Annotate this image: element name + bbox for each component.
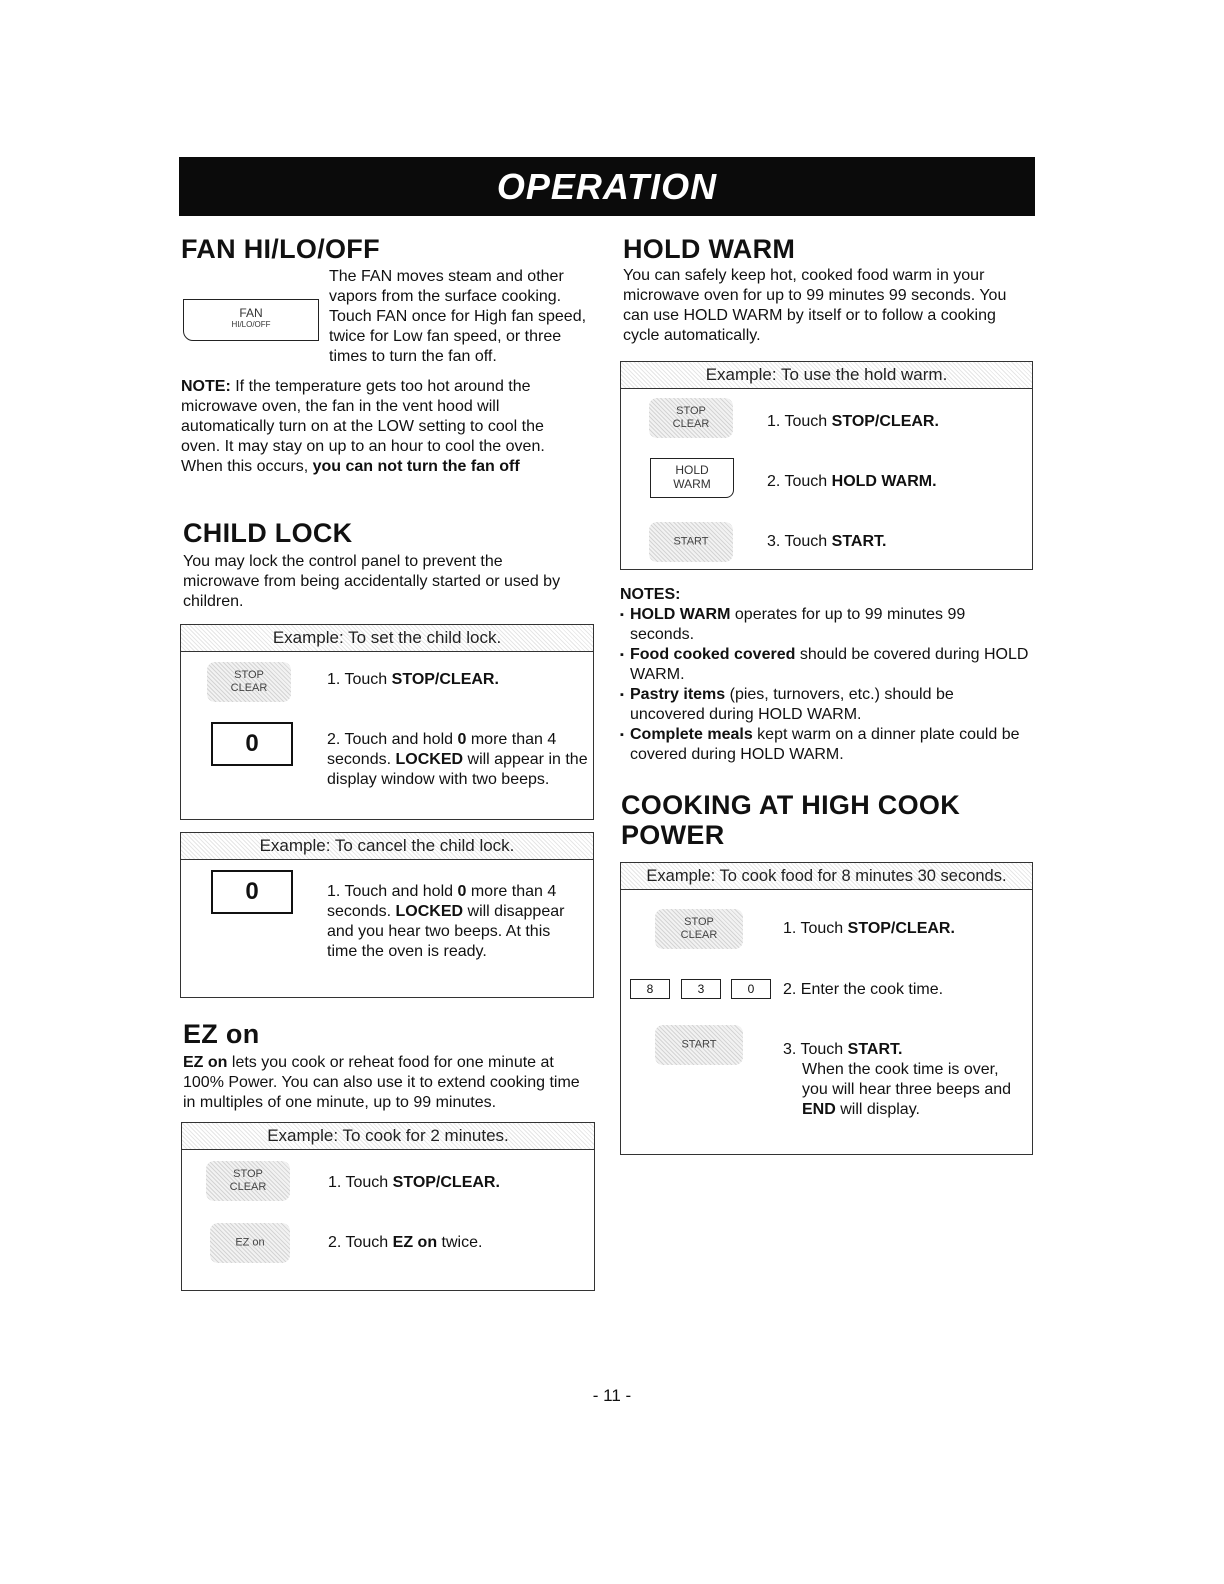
fan-note-label: NOTE: xyxy=(181,378,231,395)
fan-note-text: If the temperature gets too hot around the microwave oven, the fan in the vent hood will automatically turn on at the LOW setting to cool the oven. It may stay on up to an hour to cool the oven. When this occurs, xyxy=(181,378,545,475)
example-header: Example: To use the hold warm. xyxy=(621,362,1032,389)
key-8: 8 xyxy=(630,979,670,999)
step-1: 1. Touch and hold 0 more than 4 seconds. LOCKED will disappear and you hear two beeps. At this time the oven is ready. xyxy=(327,883,565,960)
ez-on-button: EZ on xyxy=(210,1223,290,1263)
ez-on-example xyxy=(181,1122,595,1291)
note-item: ▪ Pastry items (pies, turnovers, etc.) should be uncovered during HOLD WARM. xyxy=(620,685,1030,725)
child-lock-set-example xyxy=(180,624,594,820)
step-1: 1. Touch STOP/CLEAR. xyxy=(327,671,499,688)
fan-button xyxy=(183,299,319,341)
key-0: 0 xyxy=(731,979,771,999)
start-button: START xyxy=(649,522,733,562)
key-0: 0 xyxy=(211,870,293,914)
hold-warm-title: HOLD WARM xyxy=(623,234,796,264)
key-3: 3 xyxy=(681,979,721,999)
stop-clear-button: STOP CLEAR xyxy=(207,662,291,702)
step-1: 1. Touch STOP/CLEAR. xyxy=(328,1174,500,1191)
fan-intro: The FAN moves steam and other vapors from the surface cooking. Touch FAN once for High fan speed, twice for Low fan speed, or three times to turn the fan off. xyxy=(329,268,587,365)
ez-on-intro-text: lets you cook or reheat food for one minute at 100% Power. You can also use it to extend cooking time in multiples of one minute, up to 99 minutes. xyxy=(183,1054,580,1111)
ez-on-title: EZ on xyxy=(183,1019,260,1049)
hold-warm-intro: You can safely keep hot, cooked food warm in your microwave oven for up to 99 minutes 99 seconds. You can use HOLD WARM by itself or to follow a cooking cycle automatically. xyxy=(623,267,1007,344)
page-number: - 11 - xyxy=(592,1386,632,1405)
hold-warm-notes xyxy=(620,585,1030,765)
fan-note xyxy=(181,377,581,477)
example-header: Example: To cook food for 8 minutes 30 seconds. xyxy=(621,863,1032,890)
note-item: ▪ Complete meals kept warm on a dinner plate could be covered during HOLD WARM. xyxy=(620,725,1030,765)
step-3: 3. Touch START. xyxy=(767,533,887,550)
step-3: 3. Touch START. When the cook time is over, you will hear three beeps and END will display. xyxy=(783,1041,1012,1118)
example-header: Example: To cancel the child lock. xyxy=(181,833,593,860)
hold-warm-example xyxy=(620,361,1033,570)
stop-clear-button: STOP CLEAR xyxy=(206,1161,290,1201)
example-header: Example: To set the child lock. xyxy=(181,625,593,652)
ez-on-intro-bold: EZ on xyxy=(183,1054,228,1071)
page-banner: OPERATION xyxy=(179,157,1035,216)
step-2: 2. Enter the cook time. xyxy=(783,981,944,998)
fan-button-sublabel: HI/LO/OFF xyxy=(231,320,271,329)
fan-button-label: FAN xyxy=(239,306,263,320)
ez-on-intro xyxy=(183,1053,583,1113)
step-2: 2. Touch HOLD WARM. xyxy=(767,473,937,490)
notes-label: NOTES: xyxy=(620,586,681,603)
step-1: 1. Touch STOP/CLEAR. xyxy=(767,413,939,430)
step-2: 2. Touch EZ on twice. xyxy=(328,1234,483,1251)
child-lock-cancel-example xyxy=(180,832,594,998)
fan-note-bold: you can not turn the fan off xyxy=(312,458,520,475)
fan-title: FAN HI/LO/OFF xyxy=(181,234,380,264)
stop-clear-button: STOP CLEAR xyxy=(649,398,733,438)
child-lock-title: CHILD LOCK xyxy=(183,518,353,548)
start-button: START xyxy=(655,1025,743,1065)
note-item: ▪ Food cooked covered should be covered during HOLD WARM. xyxy=(620,645,1030,685)
child-lock-intro: You may lock the control panel to prevent the microwave from being accidentally started or used by children. xyxy=(183,553,561,610)
stop-clear-button: STOP CLEAR xyxy=(655,909,743,949)
high-cook-title: COOKING AT HIGH COOK POWER xyxy=(621,790,960,850)
key-0: 0 xyxy=(211,722,293,766)
example-header: Example: To cook for 2 minutes. xyxy=(182,1123,594,1150)
step-1: 1. Touch STOP/CLEAR. xyxy=(783,920,955,937)
note-item: ▪ HOLD WARM operates for up to 99 minutes 99 seconds. xyxy=(620,605,1030,645)
high-cook-example xyxy=(620,862,1033,1155)
hold-warm-button: HOLD WARM xyxy=(650,458,734,498)
step-2: 2. Touch and hold 0 more than 4 seconds. LOCKED will appear in the display window with two beeps. xyxy=(327,731,588,788)
